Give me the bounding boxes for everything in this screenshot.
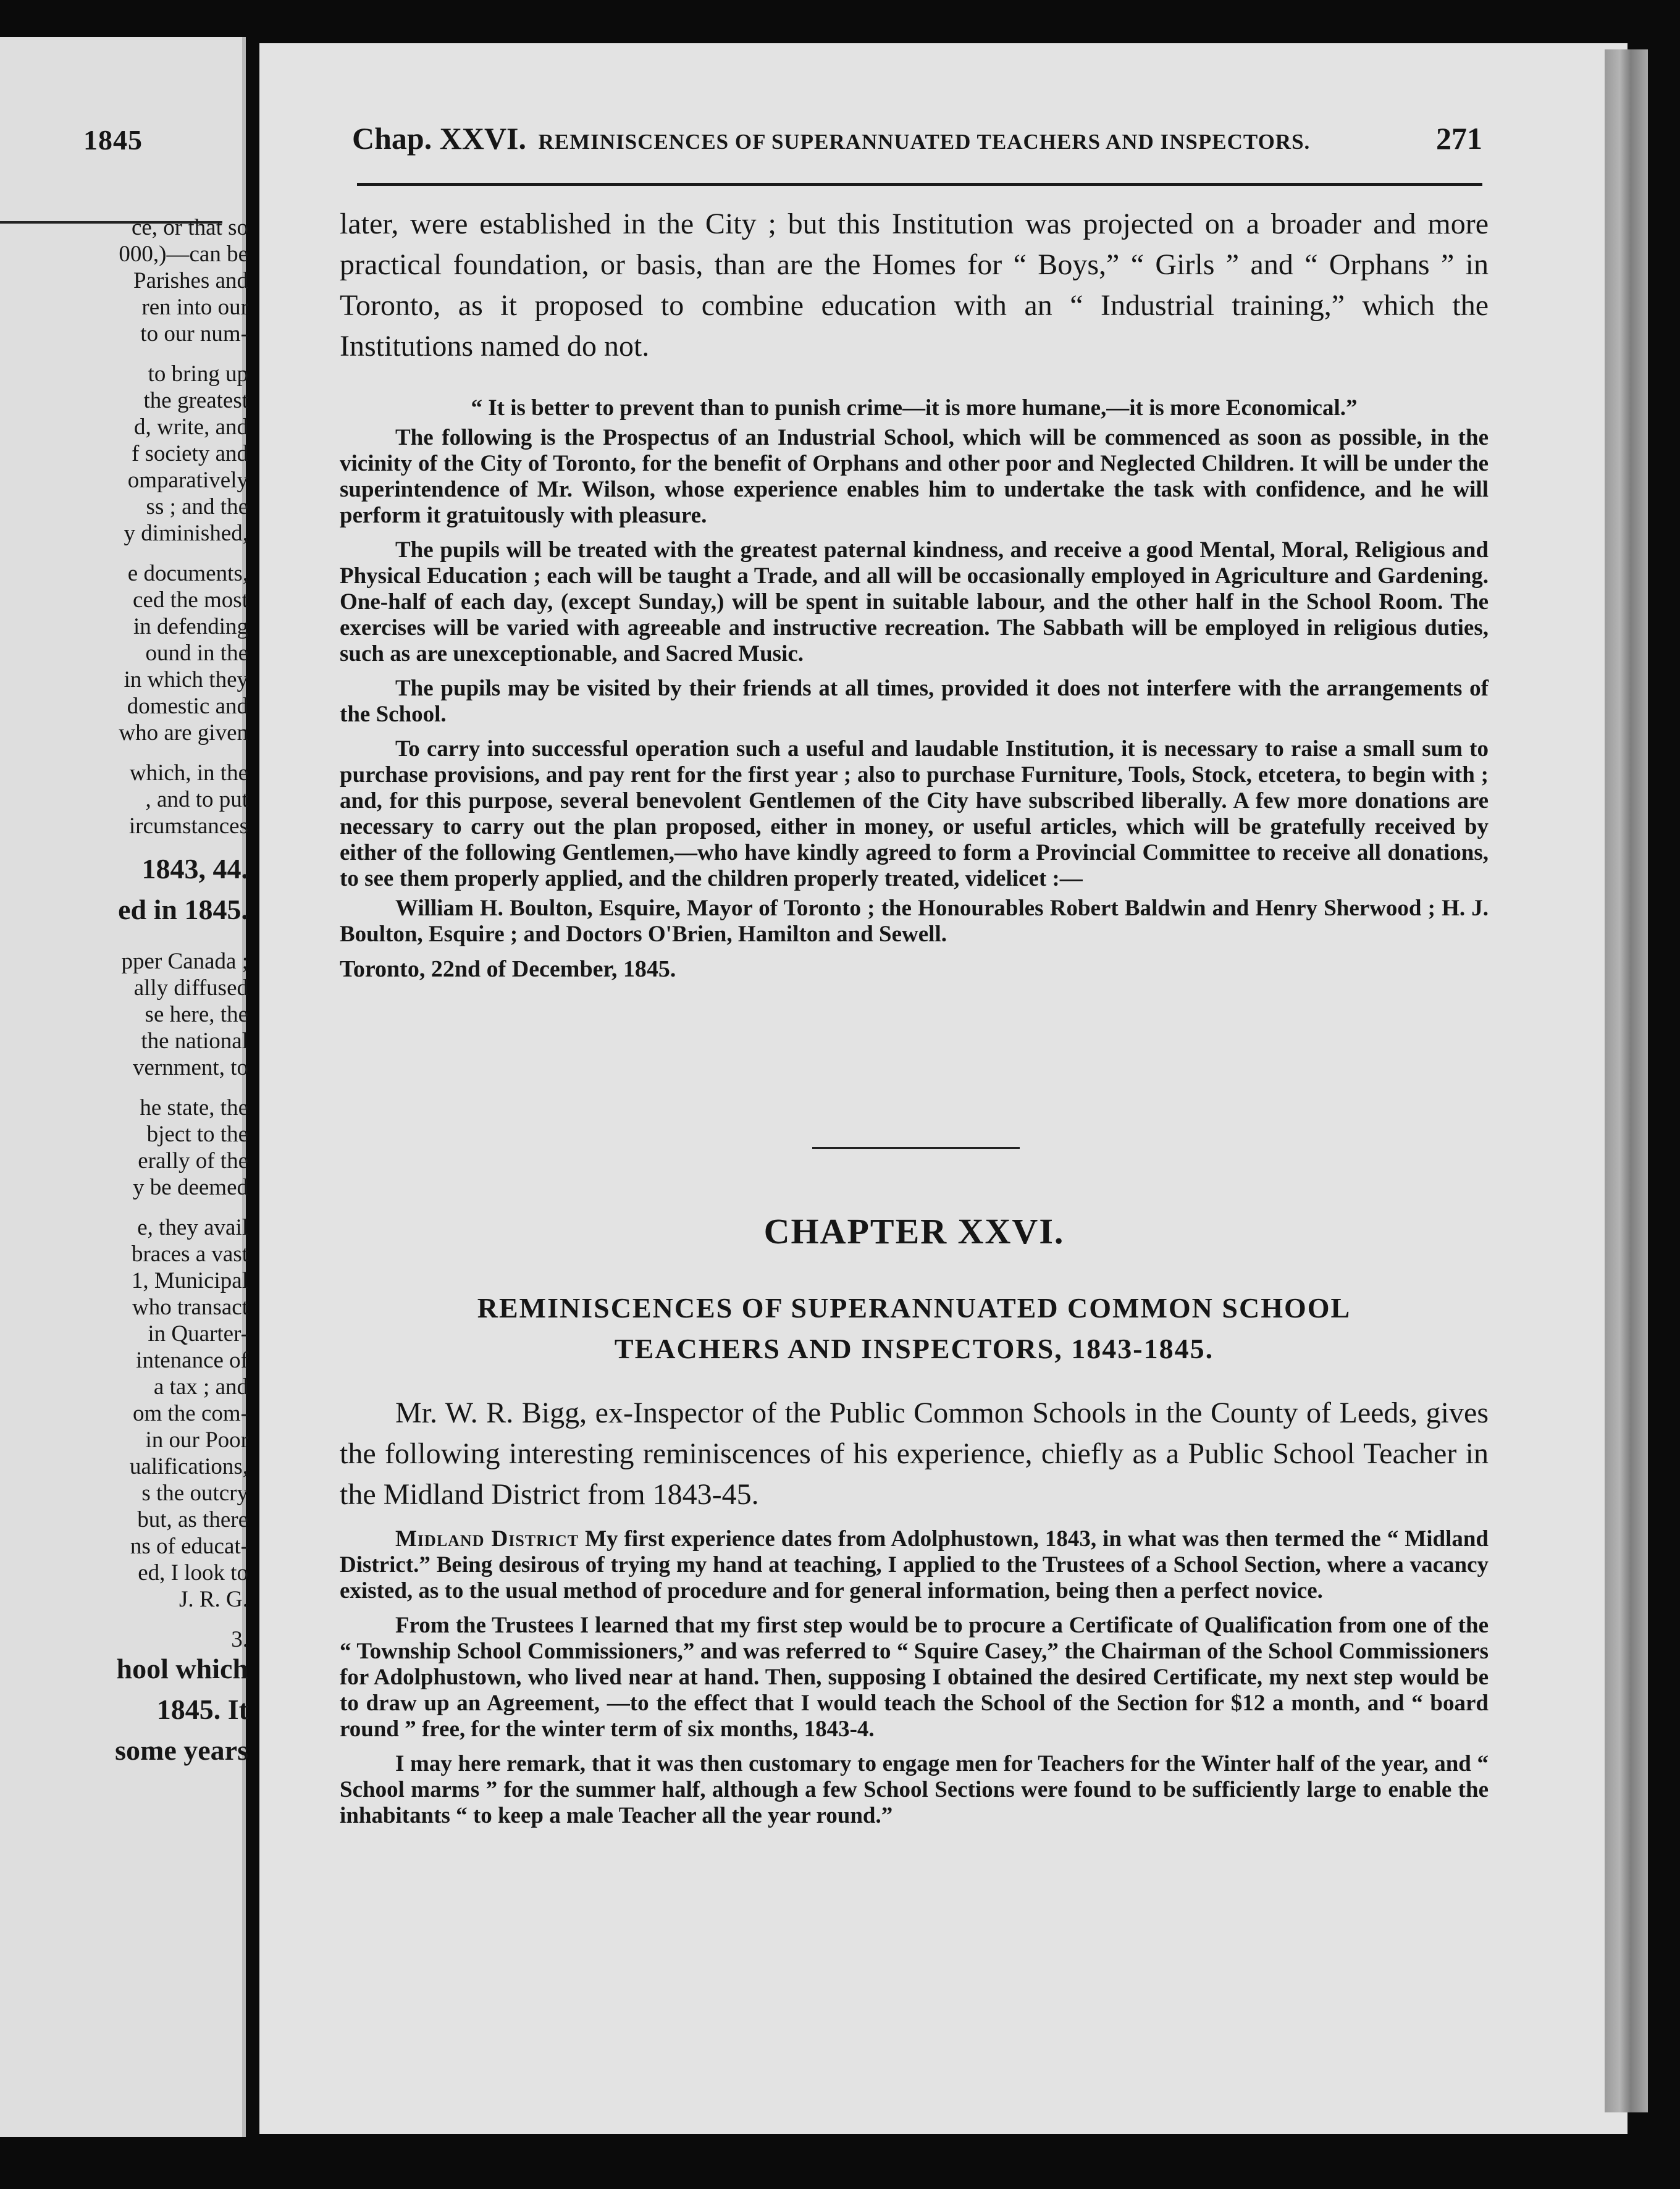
left-page-line: pper Canada ;: [121, 949, 248, 974]
paragraph-certificate: From the Trustees I learned that my first step would be to procure a Certificate of Qualification from one of the “ Township School Commissioners,” and was referred to “ Squire Casey,” the Chairman of the School Commissioners for Adolphustown, who lived near at hand. Then, supposing I obtained the desired Certificate, my next step would be to draw up an Agreement, —to the effect that I would teach the School of the Section for $12 a month, and “ board round ” free, for the winter term of six months, 1843-4.: [340, 1613, 1489, 1742]
left-page-line: 3.: [231, 1627, 248, 1652]
left-page-line: ce, or that so: [131, 215, 248, 240]
left-page-line: in which they: [124, 667, 248, 692]
section-divider: [812, 1147, 1020, 1149]
left-page-line: in defending: [133, 614, 248, 639]
paragraph-institution: later, were established in the City ; but this Institution was projected on a broader and more practical foundation, or basis, than are the Homes for “ Boys,” “ Girls ” and “ Orphans ” in Toronto, as it proposed to combine education with an “ Industrial training,” which the Institutions named do not.: [340, 208, 1489, 363]
left-page-line: who are given: [119, 720, 248, 746]
left-page-line: ren into our: [141, 295, 248, 320]
chapter-body: [340, 1393, 1489, 1829]
prospectus-block: [340, 395, 1489, 982]
left-page-line: hool which: [116, 1653, 248, 1684]
left-page-line: y diminished,: [124, 521, 248, 546]
signature-date: Toronto, 22nd of December, 1845.: [340, 956, 676, 982]
left-page-line: 1, Municipal: [131, 1268, 248, 1293]
left-page-line: but, as there: [137, 1507, 248, 1532]
page-number: 271: [1436, 121, 1482, 156]
paragraph-visits: The pupils may be visited by their friends at all times, provided it does not interfere with the arrangements of the School.: [340, 676, 1489, 727]
left-page-line: he state, the: [140, 1095, 248, 1120]
left-page-line: who transact: [132, 1295, 248, 1320]
left-page-line: in our Poor: [145, 1427, 248, 1453]
left-page-line: ualifications,: [129, 1454, 248, 1479]
left-page-line: ed in 1845.: [118, 894, 248, 925]
left-page-line: ed, I look to: [138, 1560, 248, 1586]
running-head-title: REMINISCENCES OF SUPERANNUATED TEACHERS AND INSPECTORS.: [538, 130, 1311, 154]
section-title-line-1: REMINISCENCES OF SUPERANNUATED COMMON SCHOOL: [477, 1292, 1351, 1324]
paragraph-pupils-treatment: The pupils will be treated with the greatest paternal kindness, and receive a good Mental, Moral, Religious and Physical Education ; each will be taught a Trade, and all will be occasionally employed in Agriculture and Gardening. One-half of each day, (except Sunday,) will be spent in suitable labour, and the other half in the School Room. The exercises will be varied with agreeable and instructive recreation. The Sabbath will be employed in religious duties, such as are unexceptionable, and Sacred Music.: [340, 537, 1489, 666]
left-page-line: which, in the: [129, 760, 248, 786]
left-page-line: Parishes and: [133, 268, 248, 293]
left-page-line: some years: [115, 1734, 248, 1766]
left-page-line: ound in the: [145, 641, 248, 666]
running-head-chapter: Chap. XXVI.: [352, 121, 527, 156]
left-page-line: e, they avail: [137, 1215, 248, 1240]
paragraph-committee: William H. Boulton, Esquire, Mayor of Toronto ; the Honourables Robert Baldwin and Henry Sherwood ; H. J. Boulton, Esquire ; and Doctors O'Brien, Hamilton and Sewell.: [340, 896, 1489, 947]
left-page-year: 1845: [83, 124, 143, 156]
paragraph-donations: To carry into successful operation such a useful and laudable Institution, it is necessary to raise a small sum to purchase provisions, and pay rent for the first year ; also to purchase Furniture, Tools, Stock, etcetera, to begin with ; and, for this purpose, several benevolent Gentlemen of the City have subscribed liberally. A few more donations are necessary to carry out the plan proposed, either in money, or useful articles, which will be gratefully received by either of the following Gentlemen,—who have kindly agreed to form a Provincial Committee to receive all donations, to see them properly applied, and the children properly treated, videlicet :—: [340, 736, 1489, 891]
left-page-line: J. R. G.: [178, 1587, 248, 1612]
running-head: [352, 120, 1482, 156]
left-page-line: intenance of: [136, 1348, 248, 1373]
left-page-line: ced the most: [132, 587, 248, 613]
page-edge: [1605, 49, 1648, 2112]
left-page-line: domestic and: [127, 694, 248, 719]
chapter-title: CHAPTER XXVI.: [763, 1211, 1065, 1251]
left-page-line: the greatest: [143, 388, 248, 413]
left-page-line: d, write, and: [134, 414, 248, 440]
motto-quote: “ It is better to prevent than to punish crime—it is more humane,—it is more Economical.”: [471, 395, 1358, 421]
left-page-line: 000,)—can be: [119, 242, 248, 267]
left-page-line: ircumstances: [128, 813, 248, 839]
left-page-line: to our num-: [140, 321, 248, 347]
run-in-heading: Midland District: [395, 1526, 579, 1552]
continued-paragraph: [340, 204, 1489, 367]
left-page-line: 1845. It: [156, 1694, 248, 1725]
left-page-line: ss ; and the: [146, 494, 248, 519]
left-page-line: to bring up: [148, 361, 248, 387]
left-page-line: se here, the: [145, 1002, 248, 1027]
paragraph-midland-text: My first experience dates from Adolphustown, 1843, in what was then termed the “ Midland District.” Being desirous of trying my hand at teaching, I applied to the Trustees of a School Section, where a vacancy existed, as to the usual method of procedure and for general information, being then a perfect novice.: [340, 1526, 1489, 1603]
left-page-line: e documents,: [127, 561, 248, 586]
left-page-line: f society and: [131, 441, 248, 466]
left-page-line: a tax ; and: [153, 1374, 248, 1400]
left-page-line: in Quarter-: [148, 1321, 248, 1347]
left-page-line: erally of the: [138, 1148, 248, 1174]
paragraph-intro: Mr. W. R. Bigg, ex-Inspector of the Public Common Schools in the County of Leeds, gives the following interesting reminiscences of his experience, chiefly as a Public School Teacher in the Midland District from 1843-45.: [340, 1397, 1489, 1511]
left-page-line: braces a vast: [131, 1242, 248, 1267]
left-page-line: , and to put: [145, 787, 248, 812]
left-page-line: the national: [141, 1028, 248, 1054]
left-page-line: ns of educat-: [130, 1534, 248, 1559]
left-page-line: ally diffused: [133, 975, 248, 1001]
left-page-line: vernment, to: [132, 1055, 248, 1080]
paragraph-customs: I may here remark, that it was then customary to engage men for Teachers for the Winter half of the year, and “ School marms ” for the summer half, although a few School Sections were found to be sufficiently large to enable the inhabitants “ to keep a male Teacher all the year round.”: [340, 1751, 1489, 1828]
section-title: [346, 1288, 1482, 1369]
header-rule: [357, 183, 1482, 186]
left-page-line: omparatively: [127, 468, 248, 493]
left-page-line: s the outcry: [141, 1481, 248, 1506]
left-page-line: 1843, 44.: [141, 853, 248, 884]
left-page-line: bject to the: [146, 1122, 248, 1147]
left-facing-page: [0, 37, 246, 2137]
left-page-line: om the com-: [132, 1401, 248, 1426]
left-page-line: y be deemed: [133, 1175, 248, 1200]
paragraph-prospectus: The following is the Prospectus of an Industrial School, which will be commenced as soon as possible, in the vicinity of the City of Toronto, for the benefit of Orphans and other poor and Neglected Children. It will be under the superintendence of Mr. Wilson, whose experience enables him to undertake the task with confidence, and he will perform it gratuitously with pleasure.: [340, 425, 1489, 528]
paragraph-midland-district: [340, 1526, 1489, 1604]
section-title-line-2: TEACHERS AND INSPECTORS, 1843-1845.: [614, 1333, 1214, 1364]
